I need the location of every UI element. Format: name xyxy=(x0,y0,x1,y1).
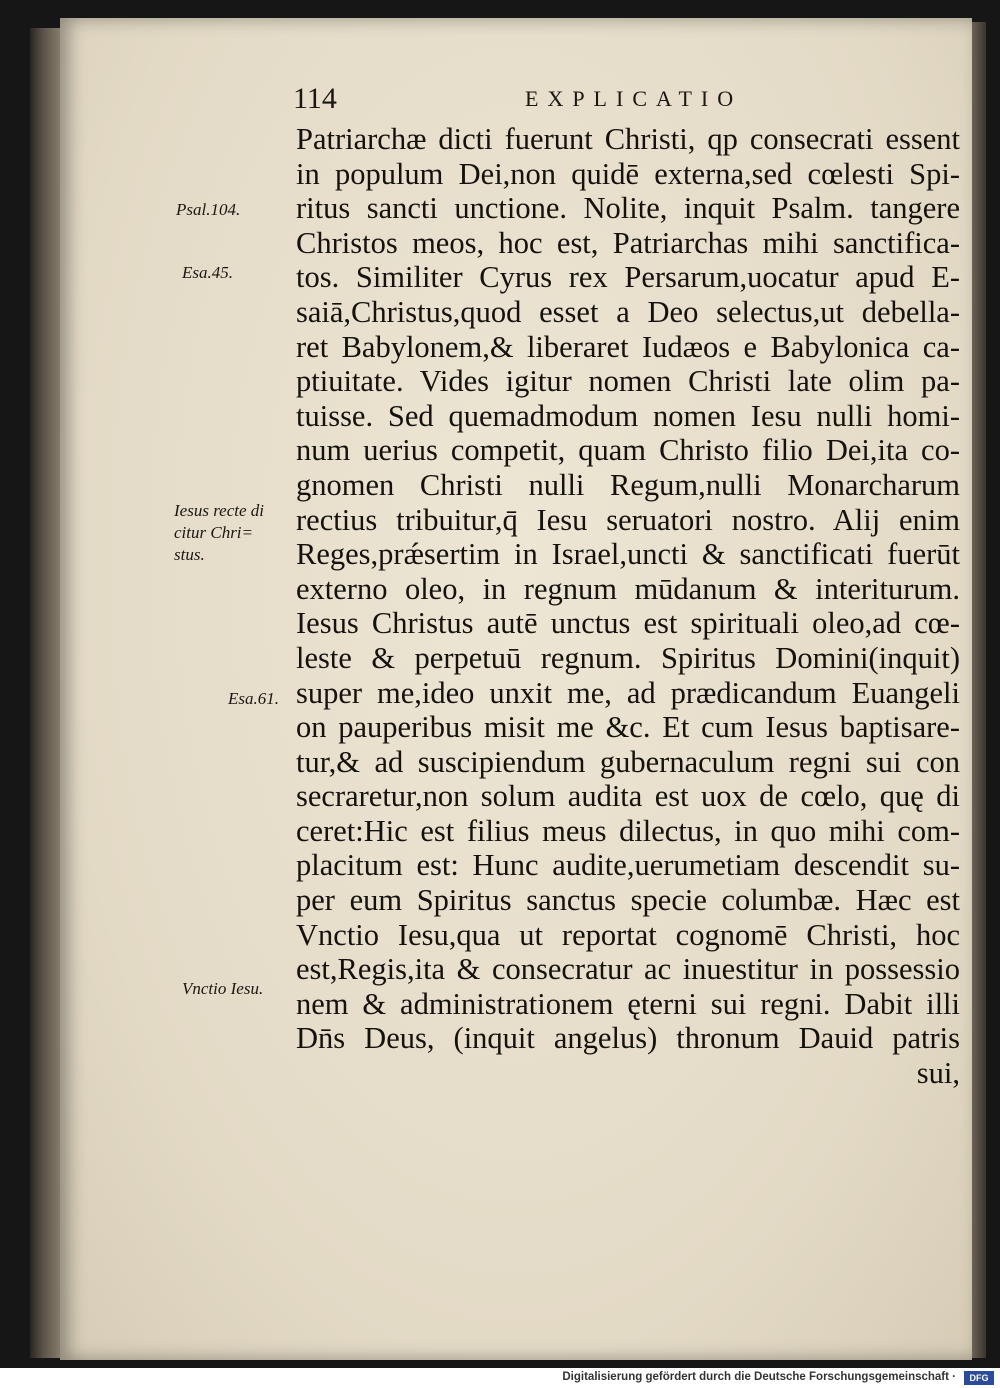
text-line: Reges,prǽsertim in Israel,uncti & sanctificati fuerūt xyxy=(296,537,960,572)
text-line: ceret:Hic est filius meus dilectus, in quo mihi com- xyxy=(296,813,960,848)
text-line: rectius tribuitur,q̄ Iesu seruatori nostro. Alij enim xyxy=(296,502,960,537)
marginal-note-psalm: Psal.104. xyxy=(176,200,241,219)
text-line: Dn̄s Deus, (inquit angelus) thronum Dauid patris xyxy=(296,1021,960,1056)
text-line: gnomen Christi nulli Regum,nulli Monarcharum xyxy=(296,467,960,502)
dfg-logo: DFG xyxy=(964,1371,994,1385)
text-line: per eum Spiritus sanctus specie columbæ. Hæc est xyxy=(296,883,960,918)
text-line: ret Babylonem,& liberaret Iudæos e Babylonica ca- xyxy=(296,329,960,364)
text-line: Patriarchæ dicti fuerunt Christi, qp consecrati essent xyxy=(296,122,960,156)
main-text xyxy=(296,122,960,1091)
text-line: num uerius competit, quam Christo filio Dei,ita co- xyxy=(296,433,960,468)
running-title: EXPLICATIO xyxy=(525,86,743,111)
text-line: Christos meos, hoc est, Patriarchas mihi sanctifica- xyxy=(296,225,960,260)
text-line: ptiuitate. Vides igitur nomen Christi late olim pa- xyxy=(296,364,960,399)
text-line: leste & perpetuū regnum. Spiritus Domini(inquit) xyxy=(296,640,960,675)
text-line: super me,ideo unxit me, ad prædicandum Euangeli xyxy=(296,675,960,710)
running-head xyxy=(293,82,973,118)
text-line: nem & administrationem ęterni sui regni. Dabit illi xyxy=(296,986,960,1021)
text-line: in populum Dei,non quidē externa,sed cœlesti Spi- xyxy=(296,156,960,191)
text-line: secraretur,non solum audita est uox de cœlo, quę di xyxy=(296,779,960,814)
footer-credit: Digitalisierung gefördert durch die Deutsche Forschungsgemeinschaft · xyxy=(562,1371,956,1383)
marginal-note-esaias-45: Esa.45. xyxy=(182,263,233,282)
text-line: externo oleo, in regnum mūdanum & interiturum. xyxy=(296,571,960,606)
digitization-footer xyxy=(0,1368,1000,1388)
text-line: tur,& ad suscipiendum gubernaculum regni sui con xyxy=(296,744,960,779)
book-spine-edge xyxy=(30,28,62,1358)
text-line: tuisse. Sed quemadmodum nomen Iesu nulli homi- xyxy=(296,398,960,433)
text-line: placitum est: Hunc audite,uerumetiam descendit su- xyxy=(296,848,960,883)
text-line: Iesus Christus autē unctus est spirituali oleo,ad cœ- xyxy=(296,606,960,641)
text-line: tos. Similiter Cyrus rex Persarum,uocatur apud E- xyxy=(296,260,960,295)
marginal-note-esaias-61: Esa.61. xyxy=(228,689,279,708)
text-line: ritus sancti unctione. Nolite, inquit Psalm. tangere xyxy=(296,191,960,226)
text-line-last: sui, xyxy=(916,1056,960,1091)
page-fore-edge xyxy=(972,22,986,1358)
text-line: on pauperibus misit me &c. Et cum Iesus baptisare- xyxy=(296,710,960,745)
marginal-note-iesus: Iesus recte di citur Chri= stus. xyxy=(174,501,265,564)
text-line: saiā,Christus,quod esset a Deo selectus,ut debella- xyxy=(296,294,960,329)
folio-number: 114 xyxy=(293,82,337,115)
text-line: est,Regis,ita & consecratur ac inuestitur in possessio xyxy=(296,952,960,987)
text-line: Vnctio Iesu,qua ut reportat cognomē Christi, hoc xyxy=(296,917,960,952)
marginal-note-unctio: Vnctio Iesu. xyxy=(182,979,264,998)
